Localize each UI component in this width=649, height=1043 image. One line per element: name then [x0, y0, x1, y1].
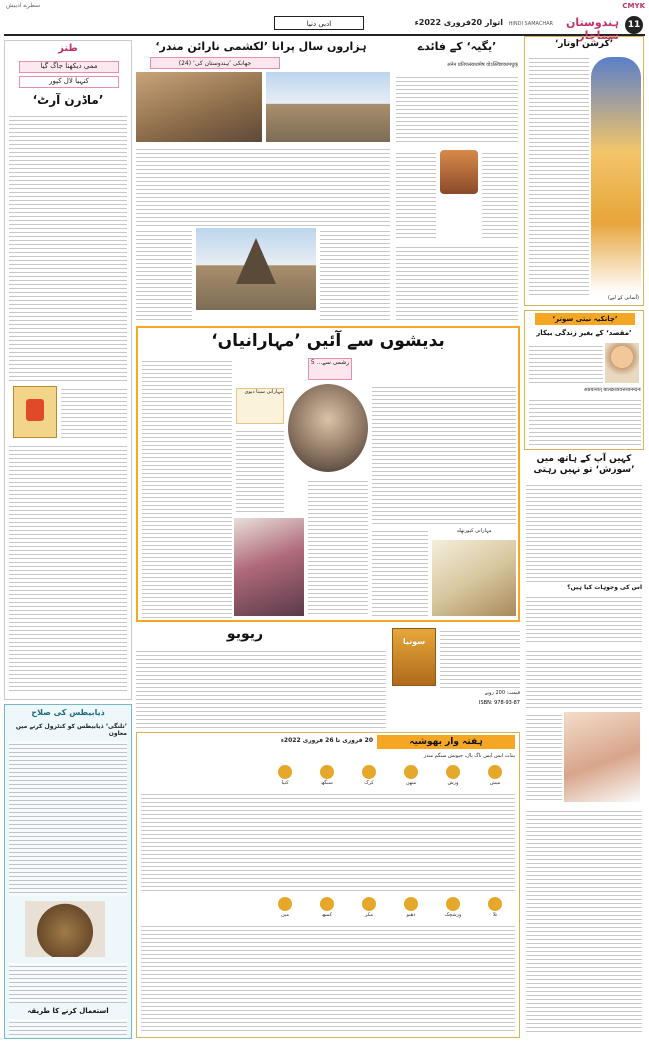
yagya-body-1: [396, 74, 518, 144]
modern-art-title: ’ماڈرن آرٹ‘: [32, 93, 104, 107]
cartoon-side-text: [61, 386, 127, 438]
tanz-line-2: کنہیا لال کپور: [19, 76, 119, 88]
herb-bowl-image: [25, 901, 105, 957]
sign-pisces: مین: [265, 897, 305, 918]
leo-icon: [320, 765, 334, 779]
chanakya-sanskrit: अप्रयत्नात् बालक्रव्यवत्तव्यनन्दनः: [583, 387, 641, 393]
portrait-caption-2: مہارانی کپورتھلہ: [456, 528, 492, 534]
yagya-title: ’یگیہ‘ کے فائدے: [417, 40, 497, 53]
review-price: قیمت: 200 روپے: [484, 690, 520, 696]
tanz-line-1: ممی دیکھنا جاگ گیا: [19, 61, 119, 73]
top-left-label: سطرے ادبیش: [6, 2, 41, 9]
krishna-body: [529, 55, 589, 295]
temple-photo-2: [266, 72, 390, 142]
krishna-box: [524, 36, 644, 306]
chanakya-subtitle: ’مقصد‘ کے بغیر زندگی بیکار: [536, 329, 632, 337]
review-body: [136, 648, 386, 728]
temple-subtitle: جھانکی ’ہندوستان کی‘ (24): [150, 57, 280, 69]
swelling-heading: کہیں آپ کے ہاتھ میں ’سوزش‘ تو نہیں رہتی: [533, 454, 635, 475]
yagya-body-3: [482, 150, 518, 240]
cmyk-mark: CMYK: [622, 2, 645, 10]
review-meta: [440, 628, 520, 688]
page-number-badge: 11: [625, 16, 643, 34]
right-bottom-text-1: [526, 648, 642, 708]
sign-taurus: ورش: [433, 765, 473, 786]
pisces-icon: [278, 897, 292, 911]
sign-aquarius: کمبھ: [307, 897, 347, 918]
temple-text-top: [136, 146, 390, 226]
chanakya-box: [524, 310, 644, 450]
masthead: [4, 14, 645, 42]
right-bottom-text-2: [526, 712, 562, 802]
paper-name: ہندوستان سماچار: [566, 16, 619, 42]
usage-body: [9, 1019, 127, 1037]
sign-virgo: کنیا: [265, 765, 305, 786]
section-label: ادبی دنیا: [274, 16, 364, 30]
diabetes-body: [9, 741, 127, 896]
maharani-photo-2: [234, 518, 304, 616]
sign-cancer: کرک: [349, 765, 389, 786]
virgo-icon: [278, 765, 292, 779]
sign-aries: میش: [475, 765, 515, 786]
yagya-body-4: [396, 244, 518, 320]
book-cover: [392, 628, 436, 686]
feature-col-3: [372, 384, 516, 524]
diabetes-box: [4, 704, 132, 1039]
sign-row-1: [141, 765, 515, 786]
temple-text-left: [136, 228, 192, 320]
usage-heading: استعمال کرنے کا طریقہ: [27, 1007, 109, 1015]
diabetes-heading: ذیابیطس کی صلاح: [31, 708, 105, 717]
horoscope-box: [136, 732, 520, 1038]
sign-row-2: [141, 897, 515, 918]
krishna-illustration: [591, 57, 641, 293]
feature-title: بدیشوں سے آئیں ’مہارانیاں‘: [211, 331, 445, 351]
diabetes-subtitle: ’تلنگی‘ ذیابیطس کو کنٹرول کرنے میں معاون: [15, 723, 127, 737]
book-title: سونیا: [402, 637, 426, 646]
temple-spire-icon: [236, 238, 276, 284]
maharani-photo-3: [432, 540, 516, 616]
cartoon-figure-icon: [26, 399, 44, 421]
horoscope-date-range: 20 فروری تا 26 فروری 2022ء: [280, 737, 373, 744]
swelling-body-2: [526, 594, 642, 642]
portrait-caption-1: مہارانی سیتا دیوی: [236, 388, 284, 424]
horoscope-text-2: [141, 923, 515, 1033]
wrist-pain-photo: [564, 712, 640, 802]
right-bottom-column: [524, 648, 644, 1038]
aquarius-icon: [320, 897, 334, 911]
capricorn-icon: [362, 897, 376, 911]
feature-col-5: [372, 528, 428, 616]
yagya-sanskrit: अनेन प्रतिपत्स्यध्वमेष वोऽस्त्विष्टकामधुक्: [446, 62, 518, 68]
sign-libra: تلا: [475, 897, 515, 918]
yagya-body-2: [396, 150, 436, 240]
krishna-caption: (آسانی کے لیے): [607, 295, 639, 301]
modern-art-body: [9, 113, 127, 383]
chanakya-portrait: [605, 343, 639, 383]
chanakya-body-2: [529, 397, 641, 447]
paper-name-en: HINDI SAMACHAR: [508, 21, 553, 27]
chanakya-body-1: [529, 343, 603, 383]
feature-col-1: [142, 358, 232, 618]
horoscope-text-1: [141, 791, 515, 891]
issue-date: اتوار 20فروری 2022ء: [414, 18, 503, 27]
feature-box: [136, 326, 520, 622]
feature-col-2: [236, 428, 284, 512]
modern-art-body-2: [9, 443, 127, 693]
swelling-question: اس کی وجوہات کیا ہیں؟: [567, 584, 642, 591]
gemini-icon: [404, 765, 418, 779]
sign-scorpio: ورشچک: [433, 897, 473, 918]
author-portrait: [440, 150, 478, 194]
review-isbn: ISBN: 978-93-87: [479, 700, 520, 706]
sign-leo: سنگھ: [307, 765, 347, 786]
feature-badge: رشمی سے... 5: [308, 358, 352, 380]
aries-icon: [488, 765, 502, 779]
taurus-icon: [446, 765, 460, 779]
sign-sagittarius: دھنو: [391, 897, 431, 918]
krishna-title: ’کرشن اوتار‘: [554, 39, 614, 49]
horoscope-heading: ہفتہ وار بھوشیہ: [377, 735, 515, 749]
temple-text-right: [320, 228, 390, 320]
cancer-icon: [362, 765, 376, 779]
diabetes-body-2: [9, 963, 127, 1003]
libra-icon: [488, 897, 502, 911]
left-column: [4, 40, 132, 700]
tanz-heading: طنز: [58, 43, 78, 54]
temple-photo-3: [196, 228, 316, 310]
temple-title: ہزاروں سال پرانا ’لکشمی نارائن مندر‘: [155, 40, 367, 53]
chanakya-title: ’چانکیہ نیتی سوتر‘: [535, 313, 635, 325]
horoscope-intro: پنڈت ایس ایس ناگ پال، جیوتش سنگم مندر: [423, 753, 515, 759]
sign-capricorn: مکر: [349, 897, 389, 918]
temple-photo-1: [136, 72, 262, 142]
scorpio-icon: [446, 897, 460, 911]
swelling-body: [526, 482, 642, 582]
cartoon-illustration: [13, 386, 57, 438]
review-heading: ریویو: [226, 626, 264, 642]
sagittarius-icon: [404, 897, 418, 911]
right-bottom-text-3: [526, 808, 642, 1034]
swelling-article: [524, 454, 644, 644]
sign-gemini: متھن: [391, 765, 431, 786]
feature-col-4: [308, 478, 368, 616]
maharani-portrait-round: [288, 384, 368, 472]
